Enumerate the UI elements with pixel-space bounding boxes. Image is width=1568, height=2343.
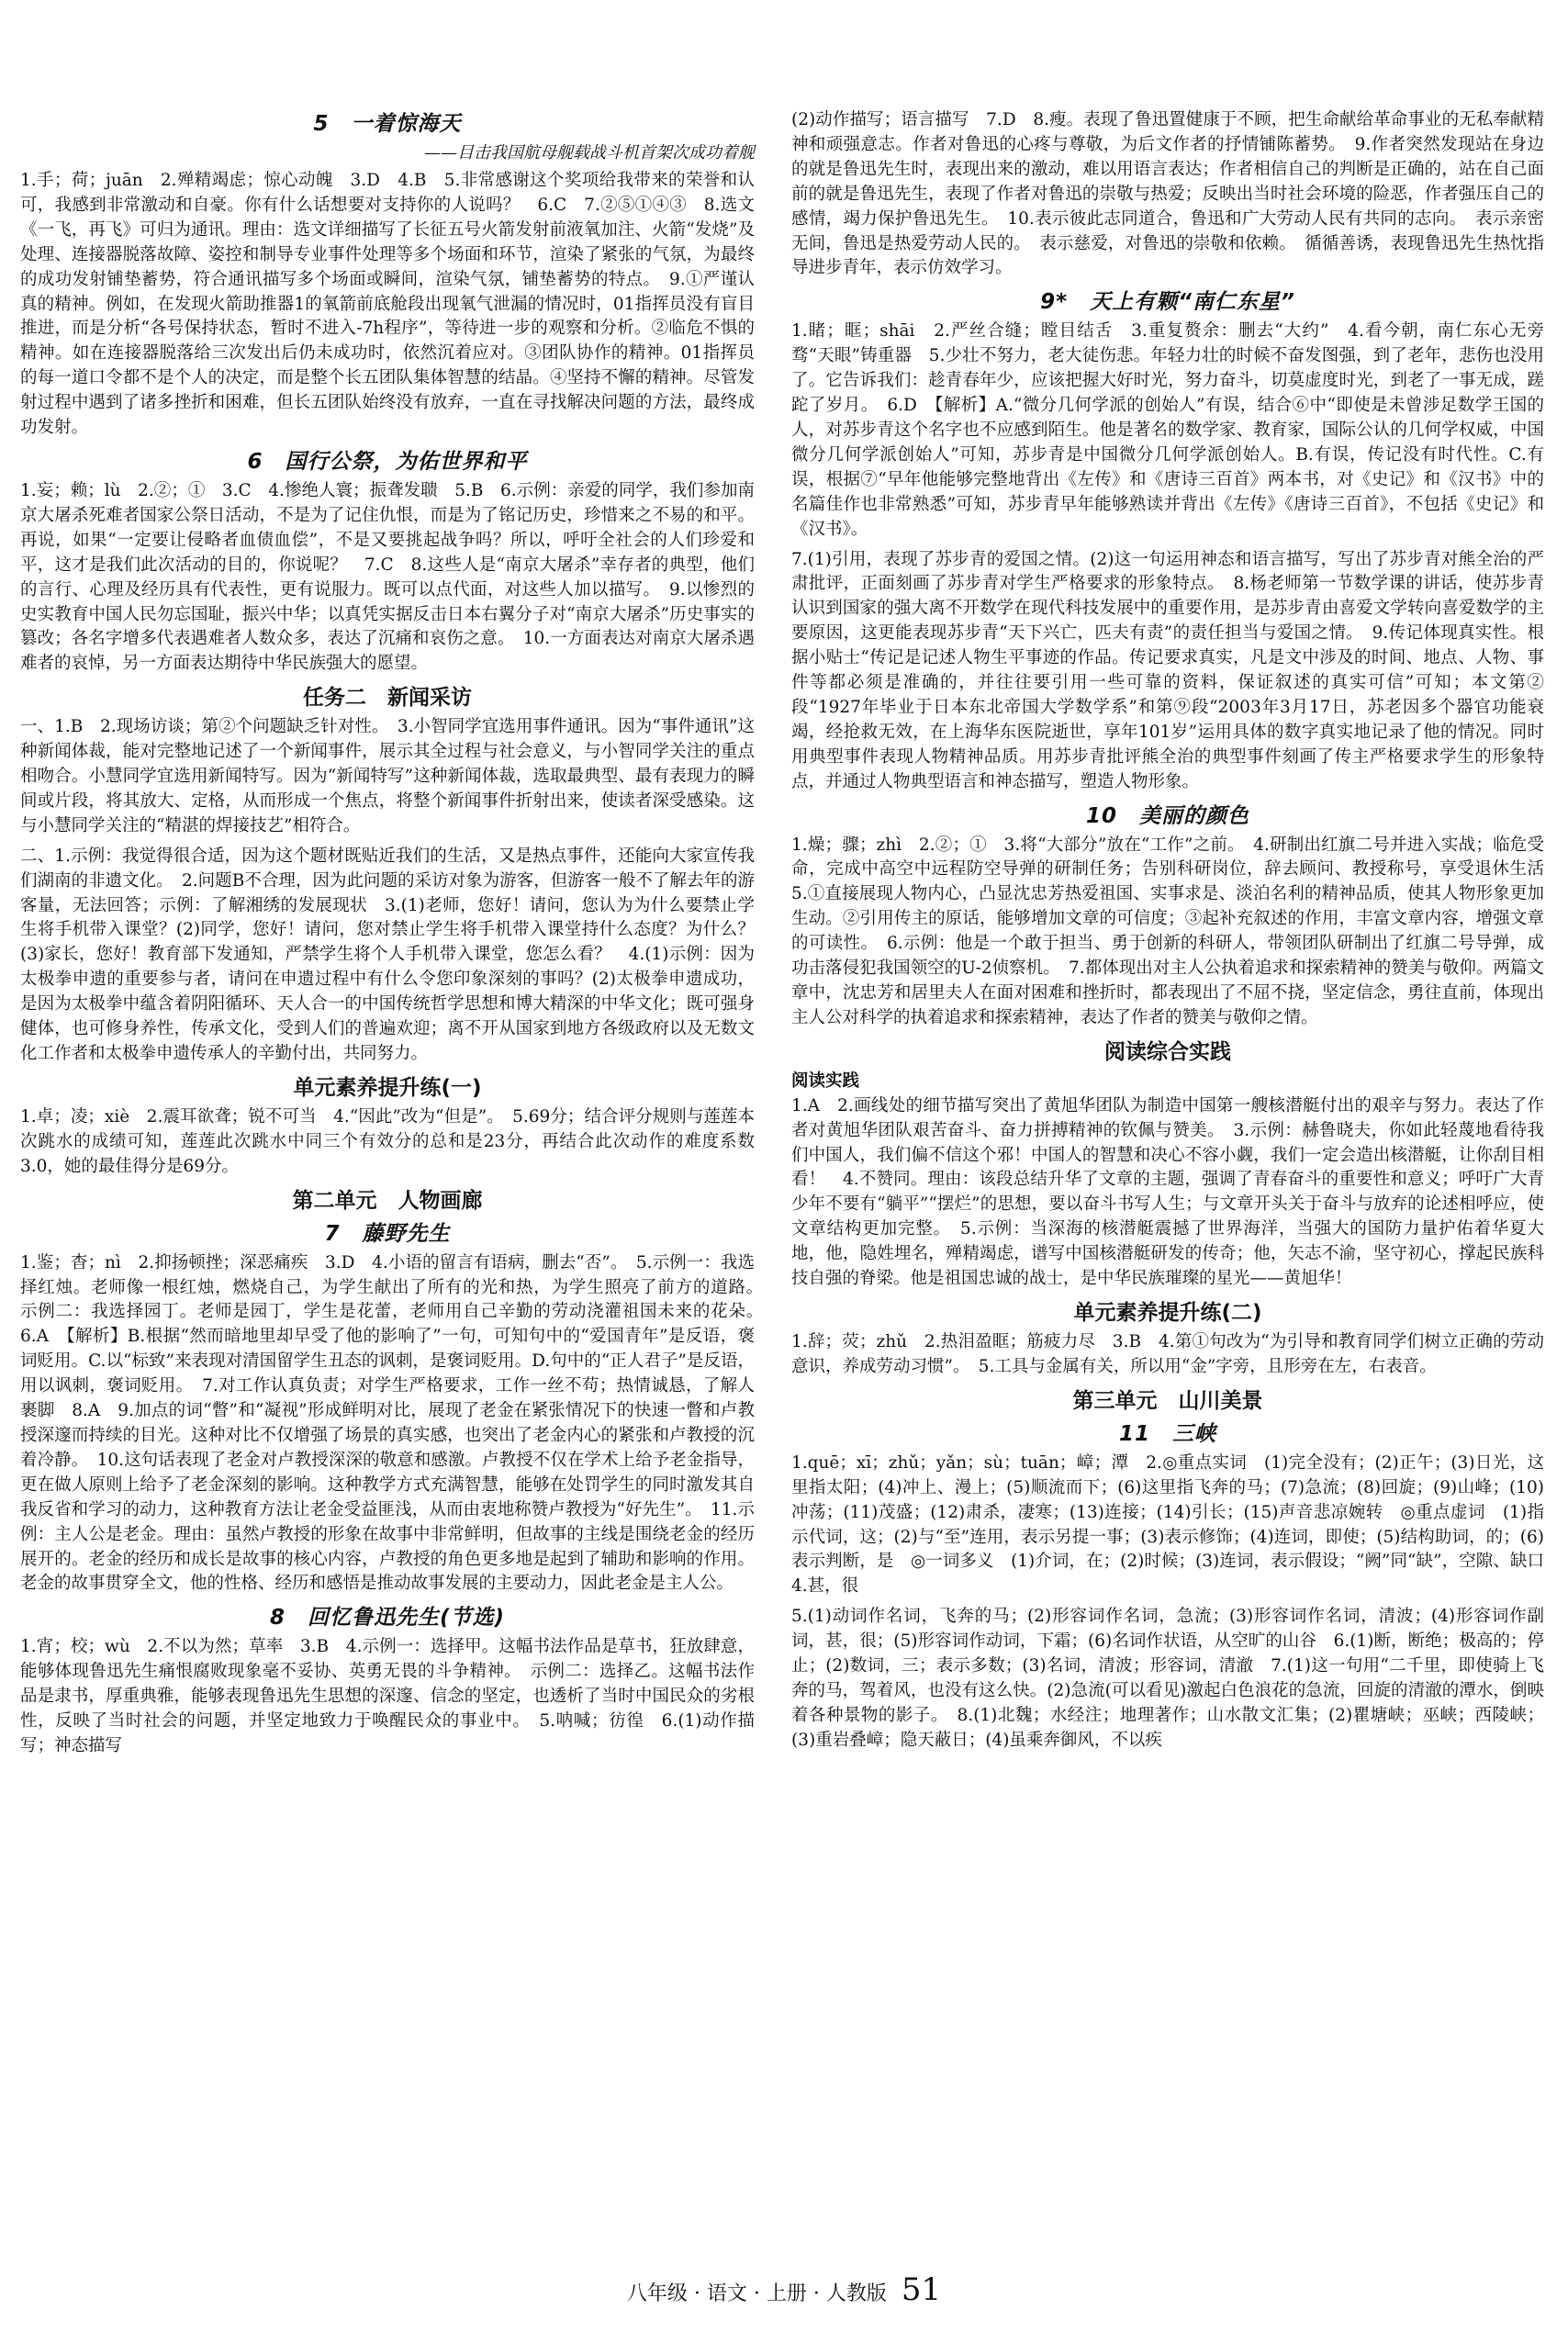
footer-label: 八年级 · 语文 · 上册 · 人教版: [626, 2282, 887, 2305]
section-heading: 阅读综合实践: [1104, 1039, 1231, 1064]
answer-paragraph: 1.手；荷；juān 2.殚精竭虑；惊心动魄 3.D 4.B 5.非常感谢这个奖项给我带来的荣誉和认可，我感到非常激动和自豪。你有什么话想要对支持你的人说吗？ 6.C 7.②⑤①④③ 8.选文《一飞，再飞》可归为通讯。理由：选文详细描写了长征五号火箭发射前液氧加注、火箭“发烧”及处理、连接器脱落故障、姿控和制导专业事件处理等多个场面和环节，渲染了紧张的气氛，为最终的成功发射铺垫蓄势，符合通讯描写多个场面或瞬间，渲染气氛，铺垫蓄势的特点。 9.①严谨认真的精神。例如，在发现火箭助推器1的氧箭前底舱段出现氧气泄漏的情况时，01指挥员没有盲目推进，而是分析“各号保持状态，暂时不进入-7h程序”，等待进一步的观察和分析。②临危不惧的精神。如在连接器脱落给三次发出后仍未成功时，依然沉着应对。③团队协作的精神。01指挥员的每一道口令都不是个人的决定，而是整个长五团队集体智慧的结晶。④坚持不懈的精神。尽管发射过程中遇到了诸多挫折和困难，但长五团队始终没有放弃，一直在寻找解决问题的方法，最终成功发射。: [20, 171, 755, 438]
left-column: [20, 108, 772, 1765]
answer-paragraph: 1.妄；赖；lù 2.②；① 3.C 4.惨绝人寰；振聋发聩 5.B 6.示例：亲爱的同学，我们参加南京大屠杀死难者国家公祭日活动，不是为了记住仇恨，而是为了铭记历史，珍惜来之不易的和平。再说，如果“一定要让侵略者血债血偿”，不是又要挑起战争吗？所以，呼吁全社会的人们珍爱和平，这才是我们此次活动的目的，你说呢？ 7.C 8.这些人是“南京大屠杀”幸存者的典型，他们的言行、心理及经历具有代表性，更有说服力。既可以点代面，对这些人加以描写。 9.以惨烈的史实教育中国人民勿忘国耻，振兴中华；以真凭实据反击日本右翼分子对“南京大屠杀”历史事实的篡改；各名字增多代表遇难者人数众多，表达了沉痛和哀伤之意。 10.一方面表达对南京大屠杀遇难者的哀悼，另一方面表达期待中华民族强大的愿望。: [20, 480, 755, 674]
section-heading: 7 藤野先生: [324, 1221, 451, 1246]
section-heading: 单元素养提升练(二): [1073, 1300, 1262, 1325]
answer-paragraph: 1.A 2.画线处的细节描写突出了黄旭华团队为制造中国第一艘核潜艇付出的艰辛与努力。表达了作者对黄旭华团队艰苦奋斗、奋力拼搏精神的钦佩与赞美。 3.示例：赫鲁晓夫，你如此轻蔑地看待我们中国人，我们偏不信这个邪！中国人的智慧和决心不容小觑，我们一定会造出核潜艇，让你刮目相看！ 4.不赞同。理由：该段总结升华了文章的主题，强调了青春奋斗的重要性和意义；呼吁广大青少年不要有“躺平”“摆烂”的思想，要以奋斗书写人生；与文章开头关于奋斗与放弃的论述相呼应，使文章结构更加完整。 5.示例：当深海的核潜艇震撼了世界海洋，当强大的国防力量护佑着华夏大地，他，隐姓埋名，殚精竭虑，谱写中国核潜艇研发的传奇；他，矢志不渝，坚守初心，撑起民族科技自强的脊梁。他是祖国忠诚的战士，是中华民族璀璨的星光——黄旭华！: [791, 1095, 1544, 1289]
right-column: [791, 108, 1562, 1759]
answer-paragraph: 1.宵；校；wù 2.不以为然；草率 3.B 4.示例一：选择甲。这幅书法作品是草书，狂放肆意，能够体现鲁迅先生痛恨腐败现象毫不妥协、英勇无畏的斗争精神。 示例二：选择乙。这幅书法作品是隶书，厚重典雅，能够表现鲁迅先生思想的深邃、信念的坚定，也透析了当时中国民众的劣根性，反映了当时社会的问题，并坚定地致力于唤醒民众的事业中。 5.呐喊；彷徨 6.(1)动作描写；神态描写: [20, 1637, 755, 1755]
section-heading: 5 一着惊海天: [313, 112, 462, 136]
answer-paragraph: 1.睹；眶；shāi 2.严丝合缝；瞠目结舌 3.重复赘余：删去“大约” 4.看今朝，南仁东心无旁骛“天眼”铸重器 5.少壮不努力，老大徒伤悲。年轻力壮的时候不奋发图强，到了老年，悲伤也没用了。它告诉我们：趁青春年少，应该把握大好时光，努力奋斗，切莫虚度时光，到老了一事无成，蹉跎了岁月。 6.D 【解析】A.“微分几何学派的创始人”有误，结合⑥中“即使是未曾涉足数学王国的人，对苏步青这个名字也不应感到陌生。他是著名的数学家、教育家，国际公认的几何学权威，中国微分几何学派创始人”可知，苏步青是中国微分几何学派创始人。B.有误，传记没有时代性。C.有误，根据⑦“早年他能够完整地背出《左传》和《唐诗三百首》两本书，对《史记》和《汉书》中的名篇佳作也非常熟悉”可知，苏步青早年能够熟读并背出《左传》《唐诗三百首》，不包括《史记》和《汉书》。: [791, 321, 1544, 539]
section-heading: 任务二 新闻采访: [303, 686, 472, 711]
answer-paragraph: 5.(1)动词作名词，飞奔的马；(2)形容词作名词，急流；(3)形容词作名词，清波；(4)形容词作副词，甚，很；(5)形容词作动词，下霜；(6)名词作状语，从空旷的山谷 6.(1)断，断绝；极高的；停止；(2)数词，三；表示多数；(3)名词，清波；形容词，清澈 7.(1)这一句用“二千里，即使骑上飞奔的马，驾着风，也没有这么快。(2)急流(可以看见)激起白色浪花的急流，回旋的清澈的潭水，倒映着各种景物的影子。 8.(1)北魏；水经注；地理著作；山水散文汇集；(2)瞿塘峡；巫峡；西陵峡；(3)重岩叠嶂；隐天蔽日；(4)虽乘奔御风，不以疾: [791, 1607, 1544, 1750]
answer-paragraph: 1.辞；荧；zhǔ 2.热泪盈眶；筋疲力尽 3.B 4.第①句改为“为引导和教育同学们树立正确的劳动意识，养成劳动习惯”。 5.工具与金属有关，所以用“金”字旁，且形旁在左，右表音。: [791, 1331, 1544, 1376]
answer-paragraph: 1.鉴；杳；nì 2.抑扬顿挫；深恶痛疾 3.D 4.小语的留言有语病，删去“否”。 5.示例一：我选择红烛。老师像一根红烛，燃烧自己，为学生献出了所有的光和热，为学生照亮了前方的道路。 示例二：我选择园丁。老师是园丁，学生是花蕾，老师用自己辛勤的劳动浇灌祖国未来的花朵。 6.A 【解析】B.根据“然而暗地里却早受了他的影响了”一句，可知句中的“爱国青年”是反语，褒词贬用。C.以“标致”来表现对清国留学生丑态的讽刺，是褒词贬用。D.句中的“正人君子”是反语，用以讽刺，褒词贬用。 7.对工作认真负责；对学生严格要求，工作一丝不苟；热情诚恳，了解人裹脚 8.A 9.加点的词“瞥”和“凝视”形成鲜明对比，展现了老金在紧张情况下的快速一瞥和卢教授深邃而持续的目光。这种对比不仅增强了场景的真实感，也突出了老金内心的紧张和卢教授的沉着冷静。 10.这句话表现了老金对卢教授深深的敬意和感激。卢教授不仅在学术上给予老金指导，更在做人原则上给予了老金深刻的影响。这种教学方式充满智慧，能够在处罚学生的同时激发其自我反省和学习的动力，这种教育方法让老金受益匪浅，从而由衷地称赞卢教授为“好先生”。 11.示例：主人公是老金。理由：虽然卢教授的形象在故事中非常鲜明，但故事的主线是围绕老金的经历展开的。老金的经历和成长是故事的核心内容，卢教授的角色更多地是起到了辅助和影响的作用。老金的故事贯穿全文，他的性格、经历和感悟是推动故事发展的主要动力，因此老金是主人公。: [20, 1252, 772, 1594]
section-heading: 单元素养提升练(一): [293, 1075, 482, 1100]
page-footer: [0, 2271, 1568, 2308]
answer-paragraph: (2)动作描写；语言描写 7.D 8.瘦。表现了鲁迅置健康于不顾，把生命献给革命事业的无私奉献精神和顽强意志。作者对鲁迅的心疼与尊敬，为后文作者的抒情铺陈蓄势。 9.作者突然发现站在身边的就是鲁迅先生时，表现出来的激动，难以用语言表达；作者相信自己的判断是正确的，站在自己面前的就是鲁迅先生，表现了作者对鲁迅的崇敬与热爱；反映出当时社会环境的险恶，作者强压自己的感情，竭力保护鲁迅先生。 10.表示彼此志同道合，鲁迅和广大劳动人民有共同的志向。 表示亲密无间，鲁迅是热爱劳动人民的。 表示慈爱，对鲁迅的崇敬和依赖。 循循善诱，表现鲁迅先生热忱指导进步青年，表示仿效学习。: [791, 110, 1544, 278]
answer-paragraph: 1.卓；凌；xiè 2.震耳欲聋；锐不可当 4.“因此”改为“但是”。 5.69分；结合评分规则与莲莲本次跳水的成绩可知，莲莲此次跳水中同三个有效分的总和是23分，再结合此次动作的难度系数3.0，她的最佳得分是69分。: [20, 1106, 755, 1176]
answer-paragraph: 7.(1)引用，表现了苏步青的爱国之情。(2)这一句运用神态和语言描写，写出了苏步青对熊全治的严肃批评，正面刻画了苏步青对学生严格要求的形象特点。 8.杨老师第一节数学课的讲话，使苏步青认识到国家的强大离不开数学在现代科技发展中的重要作用，是苏步青由喜爱文学转向喜爱数学的主要原因，这更能表现苏步青“天下兴亡，匹夫有责”的责任担当与爱国之情。 9.传记体现真实性。根据小贴士“传记是记述人物生平事迹的作品。传记要求真实，凡是文中涉及的时间、地点、人物、事件等都必须是准确的，并往往要引用一些可靠的资料，保证叙述的真实可信”可知；本文第②段“1927年毕业于日本东北帝国大学数学系”和第⑨段“2003年3月17日，苏老因多个器官功能衰竭，经抢救无效，在上海华东医院逝世，享年101岁”运用具体的数字真实地记录了他的情况。同时用典型事件表现人物精神品质。用苏步青批评熊全治的典型事件刻画了传主严格要求学生的形象特点，并通过人物典型语言和神态描写，塑造人物形象。: [791, 549, 1544, 791]
section-label: 阅读实践: [791, 1071, 860, 1091]
section-heading: 9* 天上有颗“南仁东星”: [1040, 290, 1295, 315]
section-heading: 11 三峡: [1118, 1421, 1216, 1446]
page-number: 51: [901, 2271, 942, 2308]
section-heading: 8 回忆鲁迅先生(节选): [269, 1606, 506, 1631]
section-subtitle: ——目击我国航母舰载战斗机首架次成功着舰: [424, 143, 755, 163]
section-heading: 第二单元 人物画廊: [292, 1188, 483, 1213]
section-heading: 6 国行公祭，为佑世界和平: [247, 449, 528, 474]
section-heading: 10 美丽的颜色: [1085, 803, 1249, 828]
section-heading: 第三单元 山川美景: [1072, 1388, 1263, 1413]
answer-paragraph: 一、1.B 2.现场访谈；第②个问题缺乏针对性。 3.小智同学宜选用事件通讯。因为“事件通讯”这种新闻体裁，能对完整地记述了一个新闻事件，展示其全过程与社会意义，与小智同学关注的重点相吻合。小慧同学宜选用新闻特写。因为“新闻特写”这种新闻体裁，选取最典型、最有表现力的瞬间或片段，将其放大、定格，从而形成一个焦点，将整个新闻事件折射出来，使读者深受感染。这与小慧同学关注的“精湛的焊接技艺”相符合。: [20, 717, 755, 835]
answer-paragraph: 二、1.示例：我觉得很合适，因为这个题材既贴近我们的生活，又是热点事件，还能向大家宣传我们湖南的非遗文化。 2.问题B不合理，因为此问题的采访对象为游客，但游客一般不了解去年的游客量，无法回答；示例：了解湘绣的发展现状 3.(1)老师，您好！请问，您认为为什么要禁止学生将手机带入课堂？(2)同学，您好！请问，您对禁止学生将手机带入课堂持什么态度？为什么？(3)家长，您好！教育部下发通知，严禁学生将个人手机带入课堂，您怎么看？ 4.(1)示例：因为太极拳申遗的重要参与者，请问在申遗过程中有什么令您印象深刻的事吗？(2)太极拳申遗成功，是因为太极拳中蕴含着阴阳循环、天人合一的中国传统哲学思想和博大精深的中华文化；既可强身健体，也可修身养性，传承文化，受到人们的普遍欢迎；离不开从国家到地方各级政府以及无数文化工作者和太极拳申遗传承人的辛勤付出，共同努力。: [20, 846, 755, 1063]
answer-paragraph: 1.燥；骤；zhì 2.②；① 3.将“大部分”放在“工作”之前。 4.研制出红旗二号并进入实战；临危受命，完成中高空中远程防空导弹的研制任务；告别科研岗位，辞去顾问、教授称号，享受退休生活 5.①直接展现人物内心，凸显沈忠芳热爱祖国、实事求是、淡泊名利的精神品质，使其人物形象更加生动。②引用传主的原话，能够增加文章的可信度；③起补充叙述的作用，丰富文章内容，增强文章的可读性。 6.示例：他是一个敢于担当、勇于创新的科研人，带领团队研制出了红旗二号导弹，成功击落侵犯我国领空的U-2侦察机。 7.都体现出对主人公执着追求和探索精神的赞美与敬仰。两篇文章中，沈忠芳和居里夫人在面对困难和挫折时，都表现出了不屈不挠，坚定信念，勇往直前，体现出主人公对科学的执着追求和探索精神，表达了作者的赞美与敬仰之情。: [791, 835, 1562, 1027]
answer-paragraph: 1.quē；xī；zhǔ；yǎn；sù；tuān；嶂；潭 2.◎重点实词 (1)完全没有；(2)正午；(3)日光，这里指太阳；(4)冲上、漫上；(5)顺流而下；(6)这里指飞奔的马；(7)急流；(8)回旋；(9)山峰；(10)冲荡；(11)茂盛；(12)肃杀，凄寒；(13)连接；(14)引长；(15)声音悲凉婉转 ◎重点虚词 (1)指示代词，这；(2)与“至”连用，表示另提一事；(3)表示修饰；(4)连词，即使；(5)结构助词，的；(6)表示判断，是 ◎一词多义 (1)介词，在；(2)时候；(3)连词，表示假设；“阙”同“缺”，空隙、缺口 4.甚，很: [791, 1452, 1562, 1597]
